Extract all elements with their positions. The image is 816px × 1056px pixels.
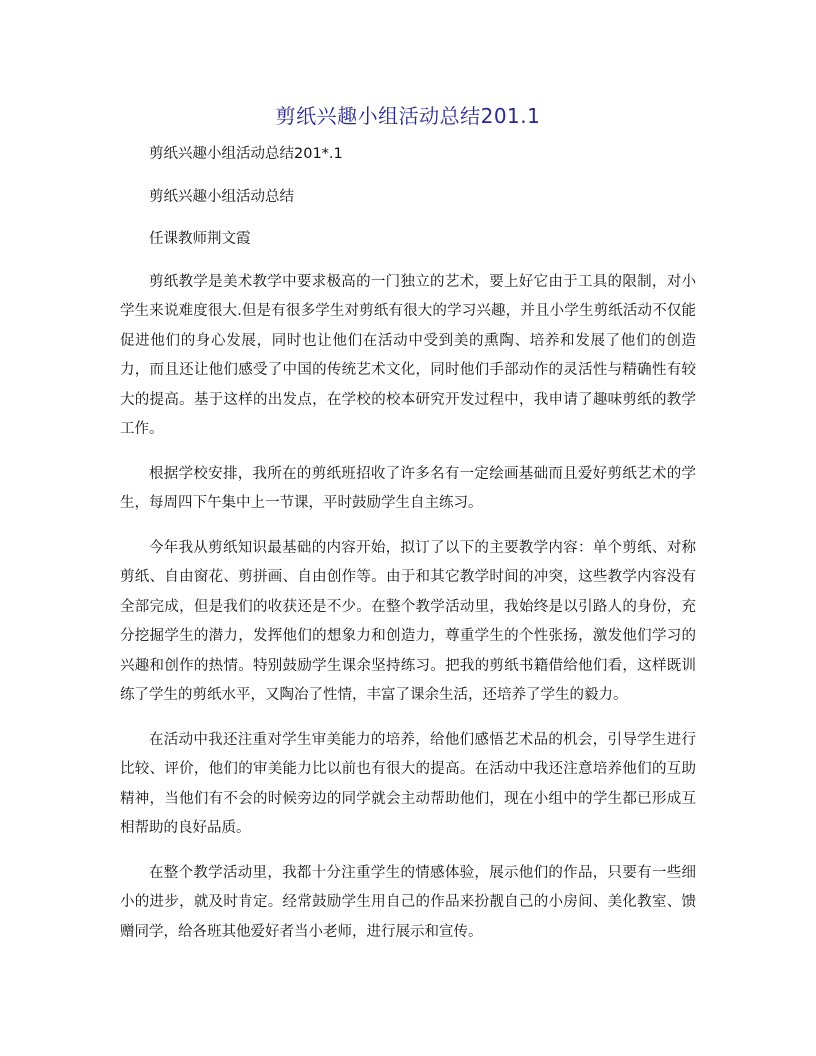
document-title: 剪纸兴趣小组活动总结201.1 <box>275 104 541 128</box>
paragraph: 剪纸教学是美术教学中要求极高的一门独立的艺术，要上好它由于工具的限制，对小学生来说难度很大.但是有很多学生对剪纸有很大的学习兴趣，并且小学生剪纸活动不仅能促进他们的身心发展，同时也让他们在活动中受到美的熏陶、培养和发展了他们的创造力，而且还让他们感受了中国的传统艺术文化，同时他们手部动作的灵活性与精确性有较大的提高。基于这样的出发点，在学校的校本研究开发过程中，我申请了趣味剪纸的教学工作。 <box>120 273 696 437</box>
paragraph: 今年我从剪纸知识最基础的内容开始，拟订了以下的主要教学内容：单个剪纸、对称剪纸、自由窗花、剪拼画、自由创作等。由于和其它教学时间的冲突，这些教学内容没有全部完成，但是我们的收获还是不少。在整个教学活动里，我始终是以引路人的身份，充分挖掘学生的潜力，发挥他们的想象力和创造力，尊重学生的个性张扬，激发他们学习的兴趣和创作的热情。特别鼓励学生课余坚持练习。把我的剪纸书籍借给他们看，这样既训练了学生的剪纸水平，又陶冶了性情，丰富了课余生活，还培养了学生的毅力。 <box>120 539 696 703</box>
document-body <box>120 140 696 962</box>
subtitle-line: 剪纸兴趣小组活动总结201*.1 <box>149 146 343 162</box>
heading-line: 剪纸兴趣小组活动总结 <box>149 188 294 205</box>
paragraph: 根据学校安排，我所在的剪纸班招收了许多名有一定绘画基础而且爱好剪纸艺术的学生，每周四下午集中上一节课，平时鼓励学生自主练习。 <box>120 465 696 511</box>
paragraph: 在整个教学活动里，我都十分注重学生的情感体验，展示他们的作品，只要有一些细小的进步，就及时肯定。经常鼓励学生用自己的作品来扮靓自己的小房间、美化教室、馈赠同学，给各班其他爱好者当小老师，进行展示和宣传。 <box>120 864 696 940</box>
paragraph: 在活动中我还注重对学生审美能力的培养，给他们感悟艺术品的机会，引导学生进行比较、评价，他们的审美能力比以前也有很大的提高。在活动中我还注意培养他们的互助精神，当他们有不会的时候旁边的同学就会主动帮助他们，现在小组中的学生都已形成互相帮助的良好品质。 <box>120 731 696 836</box>
teacher-line: 任课教师荆文霞 <box>149 231 251 247</box>
